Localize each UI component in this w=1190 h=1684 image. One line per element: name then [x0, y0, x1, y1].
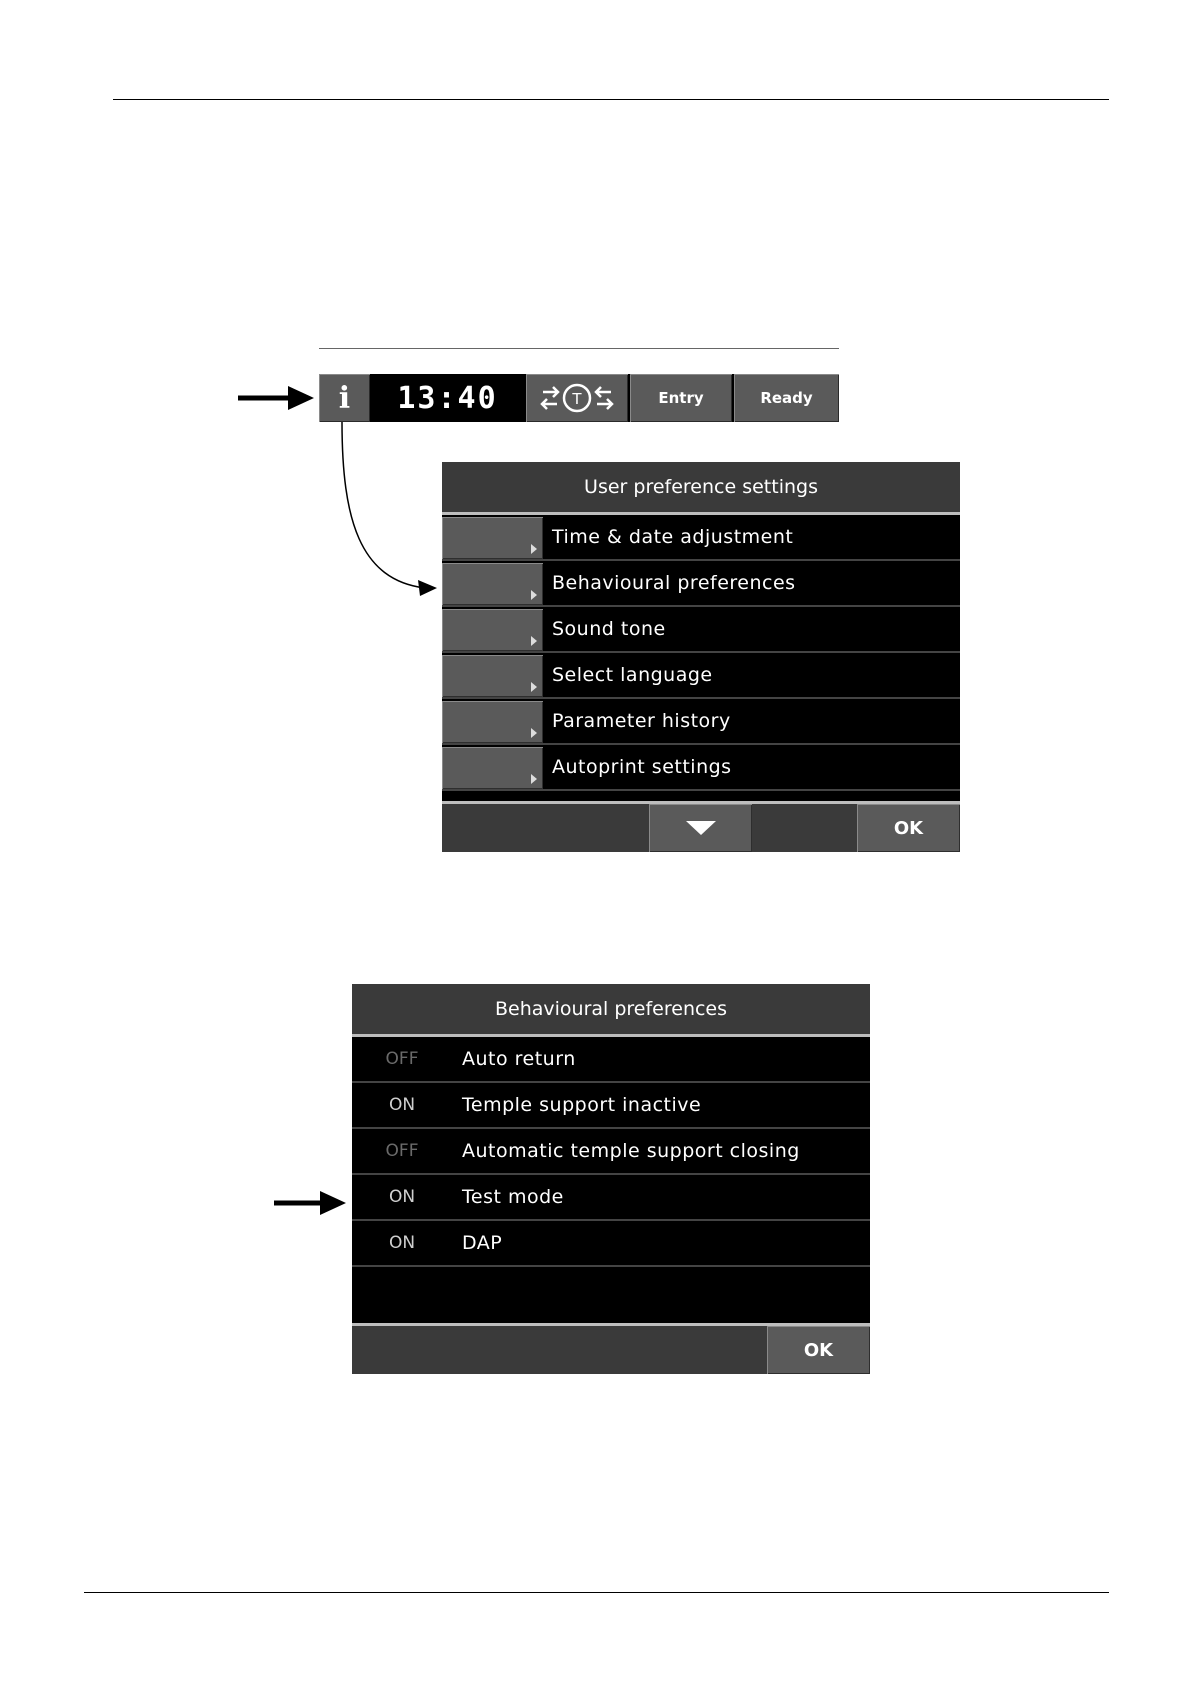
svg-text:T: T — [572, 390, 582, 408]
chevron-right-icon — [531, 728, 537, 738]
toggle-row-temple-support-inactive[interactable] — [352, 1083, 870, 1129]
menu-item-button[interactable] — [442, 609, 543, 651]
toggle-label: Test mode — [462, 1186, 564, 1208]
menu-item-label: Behavioural preferences — [552, 572, 796, 594]
ok-button[interactable]: OK — [857, 804, 960, 852]
menu-item-parameter-history[interactable] — [442, 699, 960, 745]
menu-item-autoprint[interactable] — [442, 745, 960, 791]
status-bar — [319, 374, 839, 422]
dialog-footer — [442, 801, 960, 852]
menu-item-label: Sound tone — [552, 618, 666, 640]
triangle-down-icon — [686, 821, 716, 835]
toggle-label: Automatic temple support closing — [462, 1140, 800, 1162]
toggle-state[interactable]: OFF — [385, 1141, 419, 1161]
toggle-label: Auto return — [462, 1048, 576, 1070]
menu-item-time-date[interactable] — [442, 515, 960, 561]
menu-item-label: Autoprint settings — [552, 756, 732, 778]
scroll-down-button[interactable] — [649, 804, 752, 852]
toggle-label: Temple support inactive — [462, 1094, 702, 1116]
dialog-footer — [352, 1323, 870, 1374]
toggle-state[interactable]: OFF — [385, 1049, 419, 1069]
toggle-row-auto-return[interactable] — [352, 1037, 870, 1083]
chevron-right-icon — [531, 682, 537, 692]
menu-item-label: Parameter history — [552, 710, 731, 732]
entry-button[interactable]: Entry — [630, 374, 732, 422]
toggle-state[interactable]: ON — [388, 1095, 416, 1115]
toggle-row-test-mode[interactable] — [352, 1175, 870, 1221]
chevron-right-icon — [531, 636, 537, 646]
mode-button[interactable] — [526, 374, 628, 422]
dialog-title: Behavioural preferences — [352, 984, 870, 1037]
chevron-right-icon — [531, 590, 537, 600]
user-preference-dialog — [442, 462, 960, 852]
clock — [370, 374, 525, 422]
menu-item-button[interactable] — [442, 747, 543, 789]
behavioural-preferences-dialog — [352, 984, 870, 1374]
toggle-label: DAP — [462, 1232, 503, 1254]
info-icon: i — [338, 380, 351, 416]
menu-item-button[interactable] — [442, 563, 543, 605]
menu-item-label: Time & date adjustment — [552, 526, 794, 548]
dialog-title: User preference settings — [442, 462, 960, 515]
mode-t-arrows-icon — [537, 378, 617, 418]
toggle-state[interactable]: ON — [388, 1233, 416, 1253]
menu-item-language[interactable] — [442, 653, 960, 699]
footer-rule — [84, 1592, 1109, 1593]
clock-time: 13:40 — [397, 380, 498, 416]
menu-item-sound-tone[interactable] — [442, 607, 960, 653]
menu-item-behavioural[interactable] — [442, 561, 960, 607]
pointer-arrow-test-mode — [274, 1189, 350, 1219]
menu-item-button[interactable] — [442, 655, 543, 697]
menu-item-button[interactable] — [442, 517, 543, 559]
chevron-right-icon — [531, 544, 537, 554]
toggle-row-dap[interactable] — [352, 1221, 870, 1267]
toggle-state[interactable]: ON — [388, 1187, 416, 1207]
chevron-right-icon — [531, 774, 537, 784]
toggle-row-auto-temple-closing[interactable] — [352, 1129, 870, 1175]
menu-item-label: Select language — [552, 664, 713, 686]
ready-button[interactable]: Ready — [734, 374, 839, 422]
menu-item-button[interactable] — [442, 701, 543, 743]
ok-button[interactable]: OK — [767, 1326, 870, 1374]
info-button[interactable] — [319, 374, 370, 422]
